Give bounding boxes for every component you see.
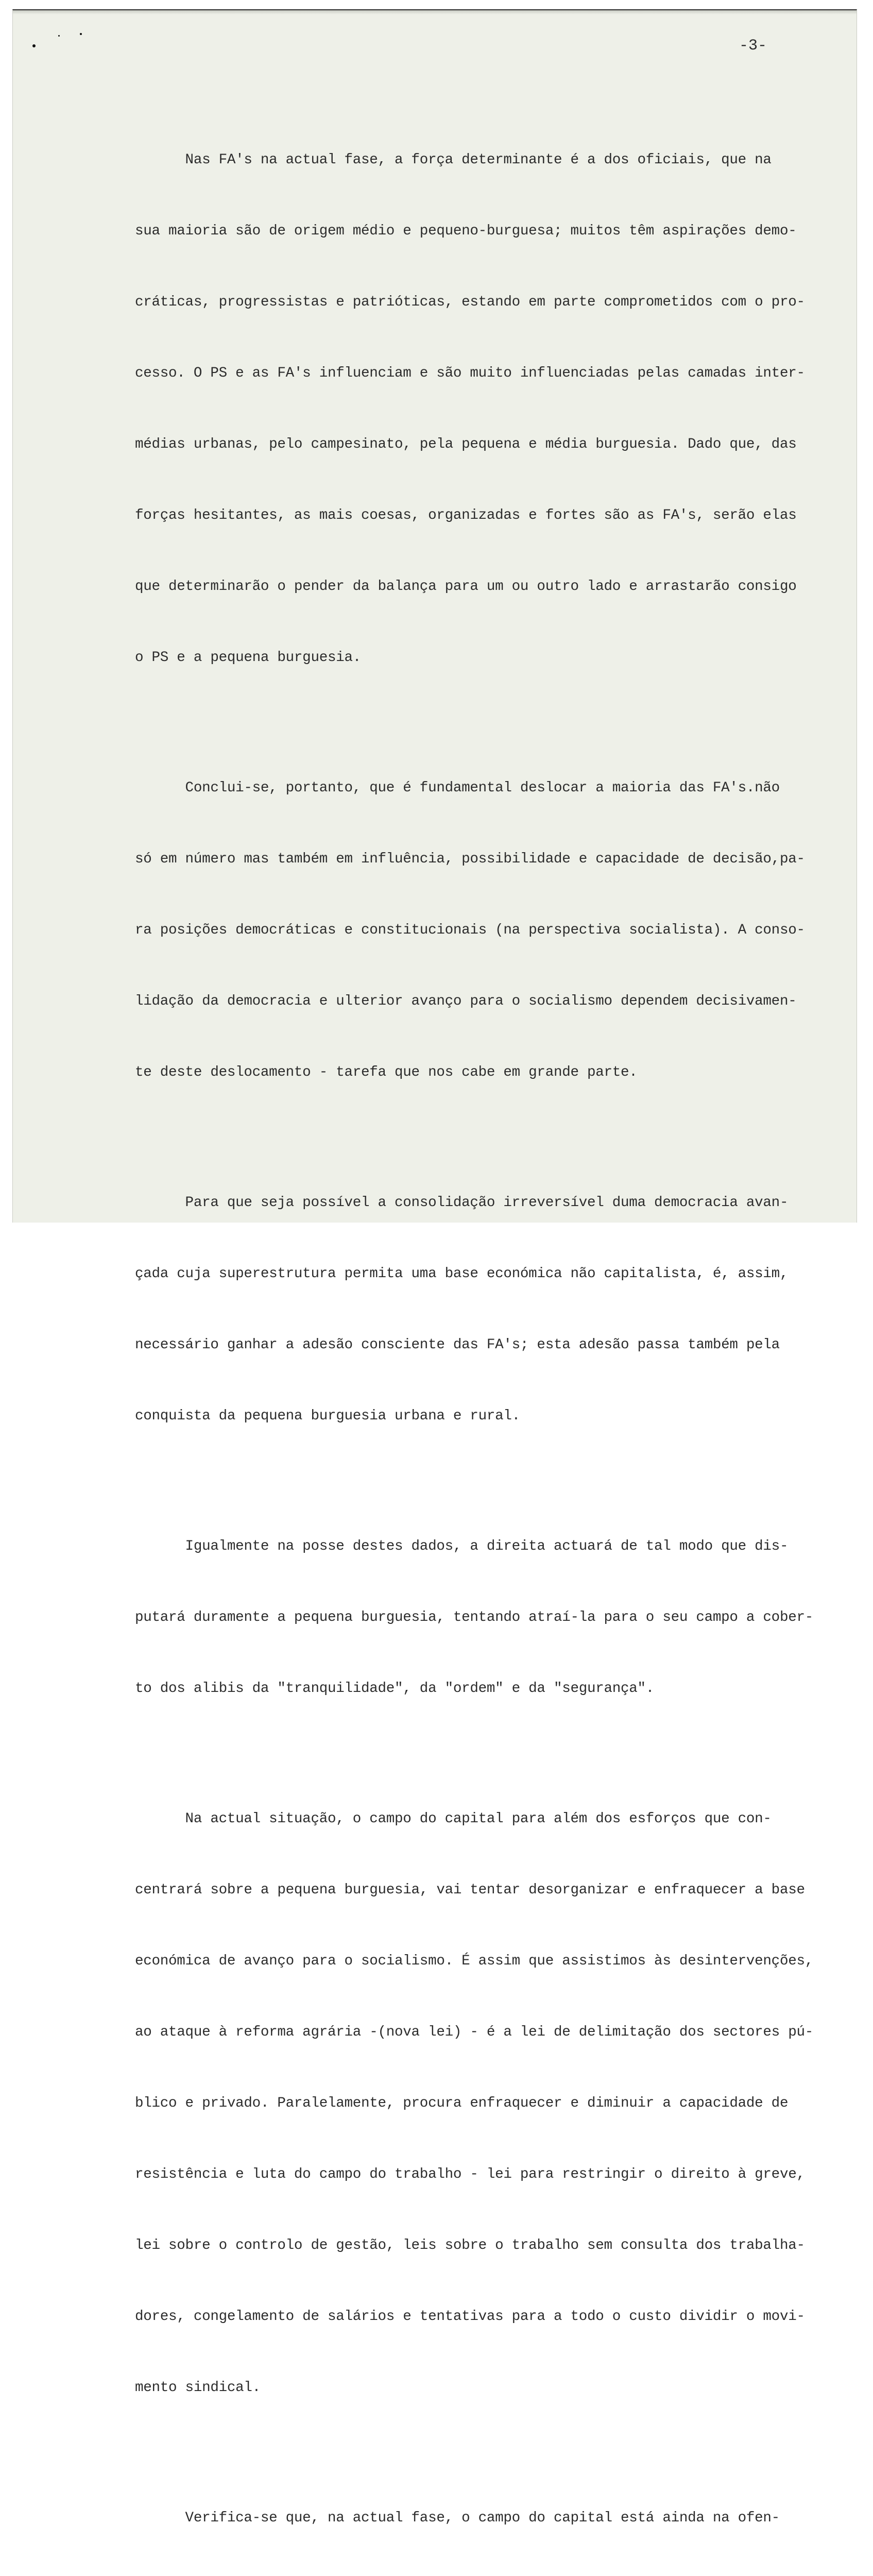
text-line: putará duramente a pequena burguesia, tentando atraí-la para o seu campo a cober- bbox=[135, 1609, 813, 1625]
hole-mark bbox=[80, 33, 82, 35]
text-line: médias urbanas, pelo campesinato, pela pequena e média burguesia. Dado que, das bbox=[135, 436, 797, 452]
paragraph-5 bbox=[135, 1760, 853, 2447]
text-line: Para que seja possível a consolidação irreversível duma democracia avan- bbox=[135, 1195, 789, 1211]
text-line: que determinarão o pender da balança para um ou outro lado e arrastarão consigo bbox=[135, 579, 797, 595]
text-line: ao ataque à reforma agrária -(nova lei) - é a lei de delimitação dos sectores pú- bbox=[135, 2024, 813, 2040]
document-body bbox=[135, 101, 853, 2576]
text-line: Na actual situação, o campo do capital para além dos esforços que con- bbox=[135, 1811, 772, 1827]
text-line: cesso. O PS e as FA's influenciam e são muito influenciadas pelas camadas inter- bbox=[135, 365, 805, 381]
text-line: lei sobre o controlo de gestão, leis sobre o trabalho sem consulta dos trabalha- bbox=[135, 2238, 805, 2253]
page-top-edge bbox=[13, 10, 857, 14]
text-line: cráticas, progressistas e patrióticas, estando em parte comprometidos com o pro- bbox=[135, 294, 805, 310]
text-line: Nas FA's na actual fase, a força determinante é a dos oficiais, que na bbox=[135, 152, 772, 168]
text-line: resistência e luta do campo do trabalho - lei para restringir o direito à greve, bbox=[135, 2166, 805, 2182]
text-line: só em número mas também em influência, possibilidade e capacidade de decisão,pa- bbox=[135, 851, 805, 867]
text-line: Igualmente na posse destes dados, a direita actuará de tal modo que dis- bbox=[135, 1538, 789, 1554]
text-line: to dos alibis da "tranquilidade", da "ordem" e da "segurança". bbox=[135, 1681, 655, 1697]
text-line: necessário ganhar a adesão consciente das FA's; esta adesão passa também pela bbox=[135, 1337, 780, 1353]
text-line: lidação da democracia e ulterior avanço para o socialismo dependem decisivamen- bbox=[135, 993, 797, 1009]
paragraph-6 bbox=[135, 2459, 853, 2576]
paragraph-2 bbox=[135, 729, 853, 1132]
text-line: centrará sobre a pequena burguesia, vai tentar desorganizar e enfraquecer a base bbox=[135, 1882, 805, 1898]
text-line: conquista da pequena burguesia urbana e rural. bbox=[135, 1408, 520, 1424]
page-number: -3- bbox=[739, 37, 767, 55]
text-line: sua maioria são de origem médio e pequeno-burguesa; muitos têm aspirações demo- bbox=[135, 223, 797, 239]
text-line: ra posições democráticas e constitucionais (na perspectiva socialista). A conso- bbox=[135, 922, 805, 938]
text-line: Verifica-se que, na actual fase, o campo do capital está ainda na ofen- bbox=[135, 2510, 780, 2526]
text-line: çada cuja superestrutura permita uma base económica não capitalista, é, assim, bbox=[135, 1266, 789, 1282]
paragraph-3 bbox=[135, 1144, 853, 1476]
hole-mark bbox=[58, 35, 60, 37]
paragraph-1 bbox=[135, 101, 853, 717]
text-line: dores, congelamento de salários e tentativas para a todo o custo dividir o movi- bbox=[135, 2309, 805, 2325]
text-line: o PS e a pequena burguesia. bbox=[135, 650, 361, 666]
text-line: mento sindical. bbox=[135, 2380, 261, 2396]
text-line: blico e privado. Paralelamente, procura enfraquecer e diminuir a capacidade de bbox=[135, 2095, 789, 2111]
hole-mark bbox=[32, 44, 36, 47]
text-line: Conclui-se, portanto, que é fundamental deslocar a maioria das FA's.não bbox=[135, 780, 780, 796]
text-line: forças hesitantes, as mais coesas, organizadas e fortes são as FA's, serão elas bbox=[135, 507, 797, 523]
paragraph-4 bbox=[135, 1487, 853, 1748]
text-line: te deste deslocamento - tarefa que nos cabe em grande parte. bbox=[135, 1064, 638, 1080]
text-line: económica de avanço para o socialismo. É assim que assistimos às desintervenções, bbox=[135, 1953, 813, 1969]
